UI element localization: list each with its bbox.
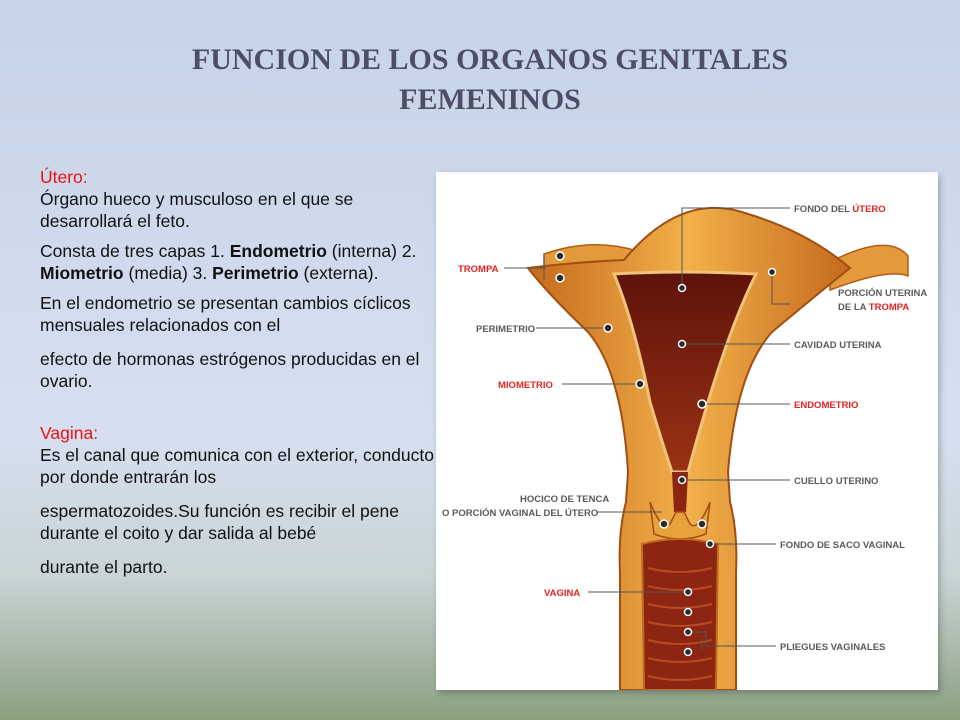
label-fondo-saco: FONDO DE SACO VAGINAL — [780, 540, 905, 551]
capas-text-2: (interna) 2. — [326, 241, 417, 261]
slide-title — [60, 40, 920, 120]
vaginal-canal — [642, 539, 718, 690]
anatomy-figure — [436, 172, 938, 690]
vagina-paragraph-2: espermatozoides.Su función es recibir el pene durante el coito y dar salida al bebé — [40, 501, 399, 543]
miometrio-term: Miometrio — [40, 263, 124, 283]
label-pliegues: PLIEGUES VAGINALES — [780, 642, 886, 653]
label-hocico-1: HOCICO DE TENCA — [520, 494, 610, 505]
vagina-description: Es el canal que comunica con el exterior, conducto por donde entrarán los — [40, 445, 434, 487]
perimetrio-term: Perimetrio — [212, 263, 299, 283]
label-trompa: TROMPA — [458, 264, 499, 275]
capas-text-3: (media) 3. — [123, 263, 213, 283]
label-cavidad-uterina: CAVIDAD UTERINA — [794, 340, 882, 351]
vagina-paragraph-3: durante el parto. — [40, 557, 168, 577]
label-cuello-uterino: CUELLO UTERINO — [794, 476, 879, 487]
label-miometrio: MIOMETRIO — [498, 380, 553, 391]
capas-paragraph — [40, 240, 440, 284]
label-perimetrio: PERIMETRIO — [476, 324, 536, 335]
text-column — [40, 166, 440, 578]
capas-text-4: (externa). — [298, 263, 379, 283]
endometrio-term: Endometrio — [229, 241, 327, 261]
title-line-2: FEMENINOS — [399, 83, 581, 116]
label-fondo-utero: FONDO DEL ÚTERO — [794, 204, 886, 215]
uterus-diagram — [436, 172, 938, 690]
vagina-heading: Vagina: — [40, 423, 99, 443]
label-hocico-2: O PORCIÓN VAGINAL DEL ÚTERO — [442, 508, 599, 519]
endometrio-paragraph-1: En el endometrio se presentan cambios cíclicos mensuales relacionados con el — [40, 293, 411, 335]
label-porcion-uterina: PORCIÓN UTERINA — [838, 288, 928, 299]
endometrio-paragraph-2: efecto de hormonas estrógenos producidas en el ovario. — [40, 349, 420, 391]
utero-heading: Útero: — [40, 167, 88, 187]
utero-description: Órgano hueco y musculoso en el que se desarrollará el feto. — [40, 189, 354, 231]
label-endometrio: ENDOMETRIO — [794, 400, 859, 411]
label-vagina: VAGINA — [544, 588, 581, 599]
capas-text-1: Consta de tres capas 1. — [40, 241, 230, 261]
title-line-1: FUNCION DE LOS ORGANOS GENITALES — [191, 43, 789, 76]
label-de-la-trompa: DE LA TROMPA — [838, 302, 910, 313]
